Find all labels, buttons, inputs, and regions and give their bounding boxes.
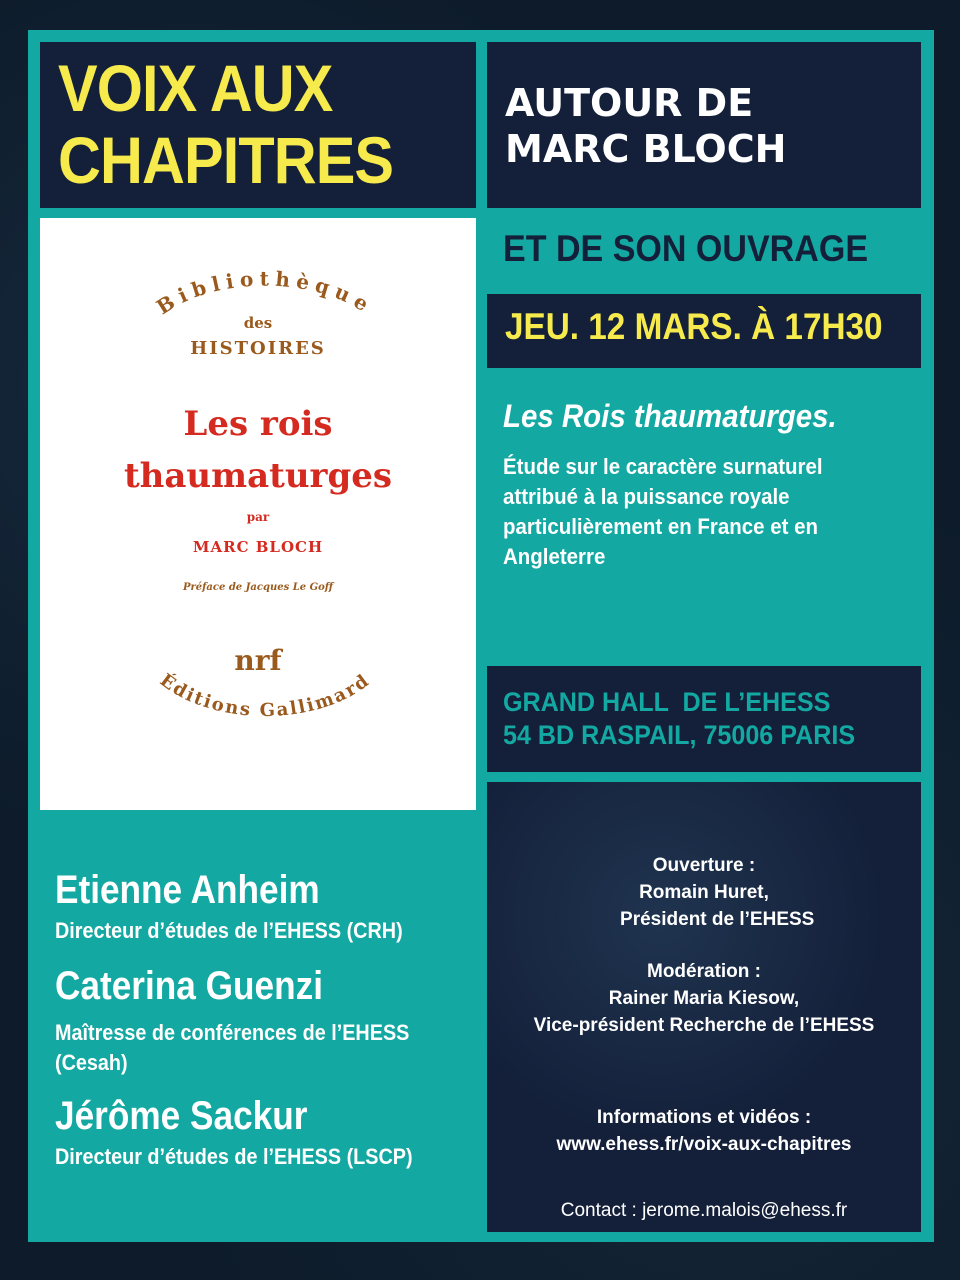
- location-panel: [487, 666, 921, 772]
- cover-par: par: [246, 510, 270, 524]
- links-info: Informations et vidéos : www.ehess.fr/voix-aux-chapitres: [556, 1107, 852, 1155]
- speaker-role: Maîtresse de conférences de l’EHESS (Cesah): [55, 1020, 410, 1075]
- cover-title-line1: Les rois: [183, 404, 333, 444]
- speaker-name: Caterina Guenzi: [55, 964, 323, 1008]
- subject-panel: [487, 42, 921, 208]
- cover-title-line2: thaumaturges: [123, 456, 393, 496]
- cover-preface: Préface de Jacques Le Goff: [182, 582, 334, 593]
- title-panel: [40, 42, 476, 208]
- event-subject-sub: ET DE SON OUVRAGE: [503, 228, 869, 269]
- cover-series-top: Bibliothèque: [152, 266, 379, 320]
- moderation-info: Modération : Rainer Maria Kiesow, Vice-président Recherche de l’EHESS: [533, 961, 875, 1036]
- speaker-name: Etienne Anheim: [55, 868, 320, 912]
- book-description: Étude sur le caractère surnaturel attribué à la puissance royale particulièrement en France et en Angleterre: [503, 454, 823, 569]
- opening-info: Ouverture : Romain Huret, Président de l’EHESS: [620, 855, 815, 930]
- cover-publisher: Éditions Gallimard: [155, 669, 375, 722]
- cover-title: [40, 398, 476, 502]
- date-panel: [487, 294, 921, 368]
- info-panel: [487, 782, 921, 1232]
- speaker-name: Jérôme Sackur: [55, 1094, 308, 1138]
- event-location: GRAND HALL DE L’EHESS 54 BD RASPAIL, 75006 PARIS: [503, 687, 856, 750]
- speaker-role: Directeur d’études de l’EHESS (LSCP): [55, 1144, 413, 1169]
- contact-info: Contact : jerome.malois@ehess.fr: [560, 1200, 848, 1221]
- cover-series-des: des: [243, 314, 273, 332]
- book-cover: [40, 218, 476, 810]
- event-date: JEU. 12 MARS. À 17H30: [505, 306, 883, 347]
- cover-series-histoires: HISTOIRES: [190, 338, 326, 359]
- cover-nrf-logo: nrf: [234, 644, 282, 677]
- speaker-role: Directeur d’études de l’EHESS (CRH): [55, 918, 403, 943]
- event-subject: AUTOUR DE MARC BLOCH: [505, 81, 787, 171]
- event-title: VOIX AUX CHAPITRES: [58, 51, 394, 197]
- book-title: Les Rois thaumaturges.: [503, 398, 837, 434]
- cover-author: MARC BLOCH: [192, 538, 324, 556]
